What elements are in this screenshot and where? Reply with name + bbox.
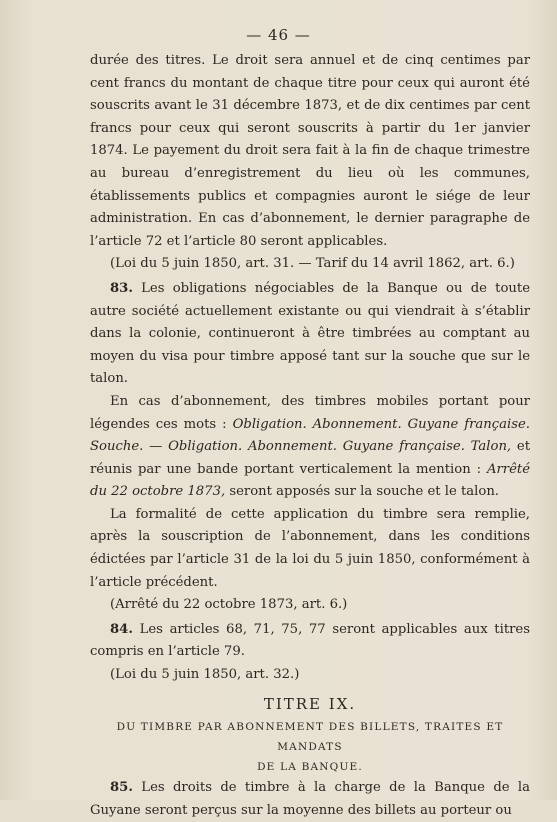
article-83-p2-text-d: seront apposés sur la souche et le talon. [225,484,499,500]
article-83-citation: (Arrêté du 22 octobre 1873, art. 6.) [110,597,348,613]
article-83-p2-italic-souche: Obligation. Abonnement. Guyane française. Souche. [90,416,530,455]
article-85-number: 85. [110,780,133,796]
titre-heading: TITRE IX. [263,694,357,713]
article-83-p2-text-b: — [143,439,169,455]
article-83-number: 83. [110,280,133,296]
article-83-paragraph-1 [90,278,530,391]
article-83-paragraph-2 [90,391,530,504]
article-83-p2-text-a: En cas d’abonnement, des timbres mobiles portant pour légendes ces mots : [90,393,530,432]
article-85-text: Les droits de timbre à la charge de la Banque de la Guyane seront perçus sur la moyenne des billets au porteur ou [90,780,530,818]
page-body [90,50,530,822]
article-83-p2-text-c: et réunis par une bande portant verticalement la mention : [90,439,530,477]
article-84-number: 84. [110,621,133,637]
titre-subtitle [90,717,530,777]
titre-subtitle-line-1: DU TIMBRE PAR ABONNEMENT DES BILLETS, TRAITES ET MANDATS [116,721,504,754]
citation-loi-1850-art31: (Loi du 5 juin 1850, art. 31. — Tarif du 14 avril 1862, art. 6.) [110,256,515,272]
article-83-p2-italic-arrete: Arrêté du 22 octobre 1873, [90,461,530,500]
article-83-p2-italic-talon: Obligation. Abonnement. Guyane française. Talon, [168,439,512,455]
article-83-paragraph-3: La formalité de cette application du timbre sera remplie, après la souscription de l’abonnement, dans les conditions édictées par l’article 31 de la loi du 5 juin 1850, conformément à l’article précédent. [90,506,530,590]
titre-subtitle-line-2: DE LA BANQUE. [257,761,363,774]
article-84-paragraph [90,619,530,664]
article-84-text: Les articles 68, 71, 75, 77 seront applicables aux titres compris en l’article 79. [90,621,530,660]
page-number: — 46 — [246,26,311,44]
article-84-citation: (Loi du 5 juin 1850, art. 32.) [110,667,300,683]
article-83-text: Les obligations négociables de la Banque ou de toute autre société actuellement existante ou qui viendrait à s’établir dans la colonie, continueront à être timbrées au comptant au moyen du visa pour timbre apposé tant sur la souche que sur le talon. [90,280,530,387]
paragraph-continuation: durée des titres. Le droit sera annuel et de cinq centimes par cent francs du montant de chaque titre pour ceux qui auront été souscrits avant le 31 décembre 1873, et de dix centimes par cent francs pour ceux qui seront souscrits à partir du 1er janvier 1874. Le payement du droit sera fait à la fin de chaque trimestre au bureau d’enregistrement du lieu où les communes, établissements publics et compagnies auront le siége de leur administration. En cas d’abonnement, le dernier paragraphe de l’article 72 et l’article 80 seront applicables. [90,53,530,249]
